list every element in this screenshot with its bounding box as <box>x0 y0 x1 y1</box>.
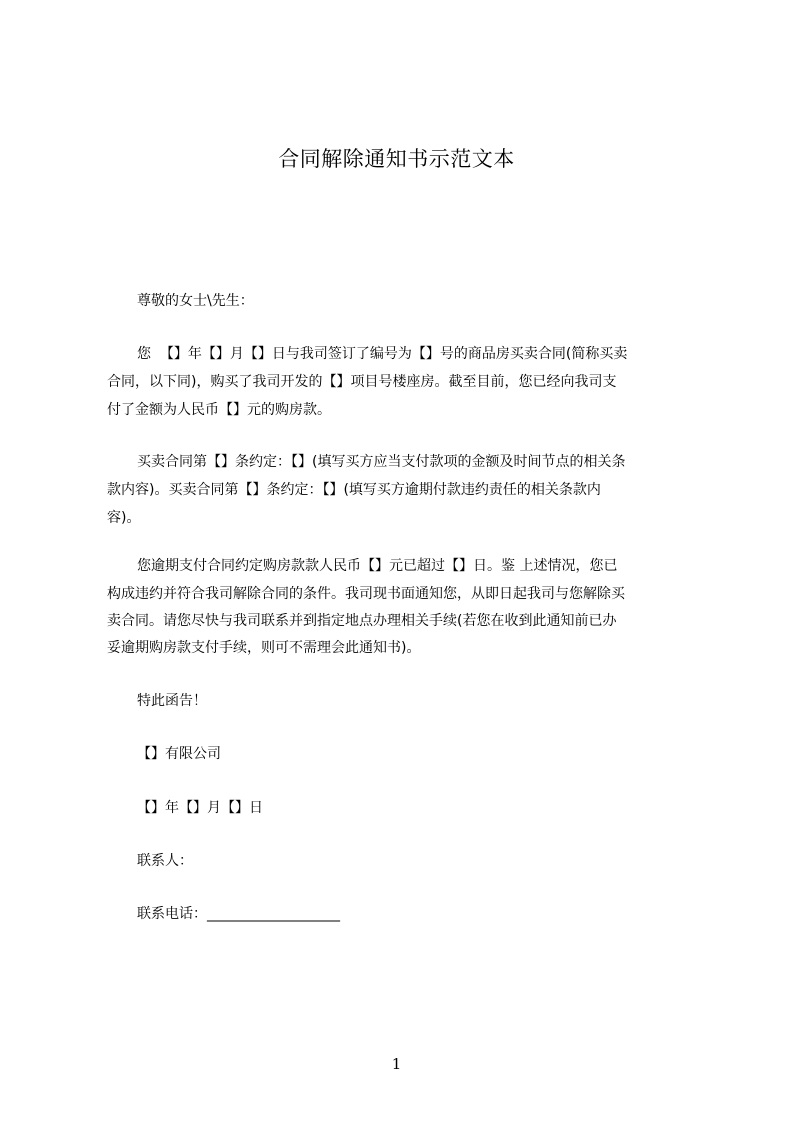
paragraph-3-line-3: 卖合同。请您尽快与我司联系并到指定地点办理相关手续(若您在收到此通知前已办 <box>107 613 617 629</box>
company-name: 【】有限公司 <box>137 746 221 762</box>
paragraph-2-line-3: 容)。 <box>107 510 141 526</box>
paragraph-3-line-2: 构成违约并符合我司解除合同的条件。我司现书面通知您，从即日起我司与您解除买 <box>107 586 625 602</box>
paragraph-2-line-1: 买卖合同第【】条约定：【】(填写买方应当支付款项的金额及时间节点的相关条 <box>137 454 626 470</box>
closing-text: 特此函告！ <box>137 693 207 709</box>
paragraph-3-line-1: 您逾期支付合同约定购房款款人民币【】元已超过【】日。鉴 上述情况，您已 <box>137 558 618 574</box>
paragraph-1-line-3: 付了金额为人民币【】元的购房款。 <box>107 402 331 418</box>
contact-phone: 联系电话：___________________ <box>137 906 340 922</box>
document-title: 合同解除通知书示范文本 <box>278 147 515 171</box>
paragraph-1-line-2: 合同，以下同)，购买了我司开发的【】项目号楼座房。截至目前，您已经向我司支 <box>107 374 617 390</box>
signature-date: 【】年【】月【】日 <box>137 800 263 816</box>
paragraph-1-line-1: 您 【】年【】月【】日与我司签订了编号为【】号的商品房买卖合同(简称买卖 <box>137 346 628 362</box>
paragraph-2-line-2: 款内容)。买卖合同第【】条约定：【】(填写买方逾期付款违约责任的相关条款内 <box>107 482 601 498</box>
paragraph-3-line-4: 妥逾期购房款支付手续，则可不需理会此通知书)。 <box>107 640 421 656</box>
page-number: 1 <box>391 1055 402 1073</box>
salutation: 尊敬的女士\先生： <box>137 293 254 309</box>
contact-person: 联系人： <box>137 853 193 869</box>
